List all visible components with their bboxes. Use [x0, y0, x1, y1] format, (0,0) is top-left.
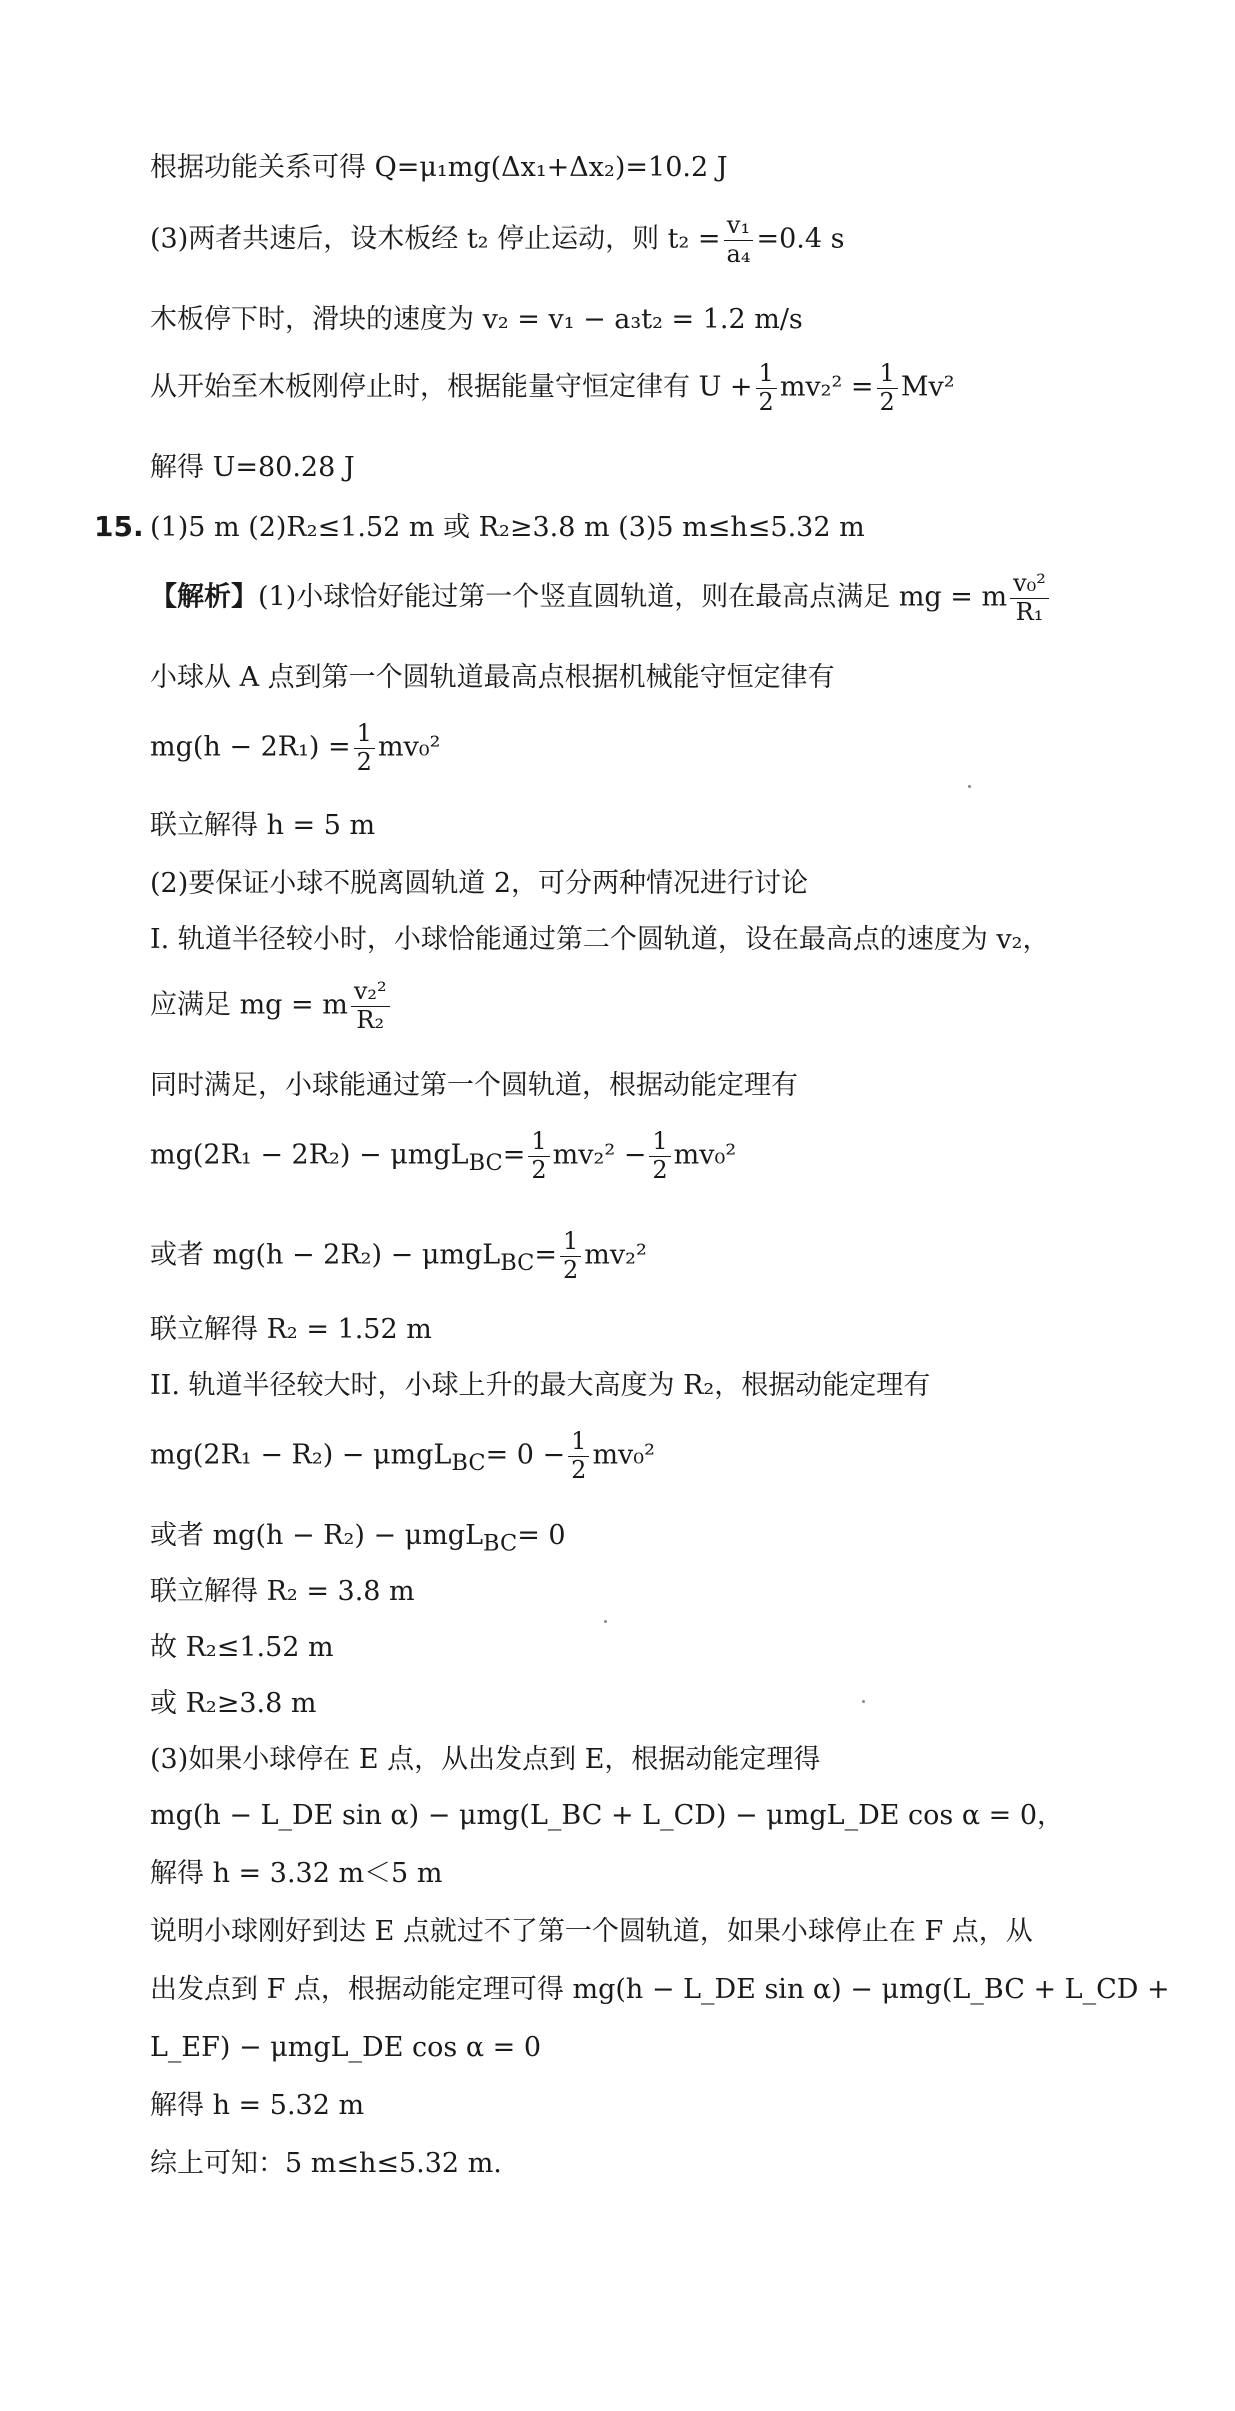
subscript: BC: [500, 1249, 535, 1276]
fraction: [568, 1428, 589, 1484]
text-segment: mv₂²: [584, 1239, 647, 1271]
fraction-numerator: v₀²: [1010, 570, 1049, 599]
text-segment: =0.4 s: [756, 223, 845, 255]
subscript: BC: [483, 1530, 518, 1557]
text-line-19: [150, 1518, 1175, 1559]
text-segment: =: [534, 1239, 557, 1271]
text-segment: mg(h − 2R₁) =: [150, 731, 351, 763]
text-line-16: 联立解得 R₂ = 1.52 m: [150, 1314, 432, 1345]
text-segment: = 0: [517, 1520, 566, 1551]
fraction: [528, 1128, 549, 1184]
text-segment: mv₂² −: [552, 1139, 647, 1171]
fraction-denominator: R₁: [1015, 597, 1044, 626]
text-segment: 或者 mg(h − 2R₂) − μmgL: [150, 1239, 501, 1271]
fraction-denominator: 2: [356, 747, 372, 776]
fraction-numerator: 1: [528, 1128, 549, 1157]
text-segment: Mv²: [900, 371, 955, 403]
text-line-27: 出发点到 F 点，根据动能定理可得 mg(h − L_DE sin α) − μmg(L_BC + L_CD +: [150, 1974, 1170, 2005]
text-line-18: [150, 1428, 1175, 1484]
text-line-26: 说明小球刚好到达 E 点就过不了第一个圆轨道，如果小球停止在 F 点，从: [150, 1916, 1033, 1947]
fraction-numerator: 1: [568, 1428, 589, 1457]
text-segment: (3)两者共速后，设木板经 t₂ 停止运动，则 t₂ =: [150, 223, 721, 255]
text-line-17: II. 轨道半径较大时，小球上升的最大高度为 R₂，根据动能定理有: [150, 1370, 931, 1401]
text-line-3: 木板停下时，滑块的速度为 v₂ = v₁ − a₃t₂ = 1.2 m/s: [150, 304, 803, 335]
text-line-11: I. 轨道半径较小时，小球恰能通过第二个圆轨道，设在最高点的速度为 v₂，: [150, 924, 1050, 955]
text-line-24: mg(h − L_DE sin α) − μmg(L_BC + L_CD) − μmgL_DE cos α = 0，: [150, 1800, 1065, 1831]
text-line-9: 联立解得 h = 5 m: [150, 810, 376, 841]
answer-summary: (1)5 m (2)R₂≤1.52 m 或 R₂≥3.8 m (3)5 m≤h≤5.32 m: [150, 512, 865, 543]
analysis-line: [150, 570, 1175, 626]
text-line-15: [150, 1228, 1175, 1284]
fraction-numerator: v₂²: [351, 978, 390, 1007]
subscript: BC: [468, 1149, 503, 1176]
text-segment: 应满足 mg = m: [150, 989, 348, 1021]
fraction-denominator: R₂: [356, 1005, 385, 1034]
fraction-numerator: 1: [354, 720, 375, 749]
text-line-21: 故 R₂≤1.52 m: [150, 1632, 334, 1663]
fraction: [649, 1128, 670, 1184]
fraction: [724, 212, 754, 268]
text-line-2: [150, 212, 1175, 268]
text-segment: mv₀²: [673, 1139, 737, 1171]
text-line-25: 解得 h = 3.32 m＜5 m: [150, 1858, 443, 1889]
text-line-7: 小球从 A 点到第一个圆轨道最高点根据机械能守恒定律有: [150, 662, 835, 693]
text-line-22: 或 R₂≥3.8 m: [150, 1688, 317, 1719]
fraction-denominator: 2: [531, 1155, 547, 1184]
text-segment: 或者 mg(h − R₂) − μmgL: [150, 1520, 484, 1551]
fraction-numerator: 1: [649, 1128, 670, 1157]
text-line-8: [150, 720, 1175, 776]
fraction: [756, 360, 777, 416]
text-segment: mv₂² =: [779, 371, 874, 403]
fraction-denominator: 2: [571, 1455, 587, 1484]
fraction-numerator: v₁: [724, 212, 753, 241]
fraction-denominator: 2: [652, 1155, 668, 1184]
text-line-30: 综上可知：5 m≤h≤5.32 m.: [150, 2148, 502, 2179]
fraction-denominator: 2: [879, 387, 895, 416]
fraction: [354, 720, 375, 776]
text-line-23: (3)如果小球停在 E 点，从出发点到 E，根据动能定理得: [150, 1744, 821, 1775]
text-segment: mg(2R₁ − R₂) − μmgL: [150, 1439, 452, 1471]
fraction-numerator: 1: [756, 360, 777, 389]
question-number: 15.: [94, 510, 144, 543]
text-segment: 从开始至木板刚停止时，根据能量守恒定律有 U +: [150, 371, 753, 403]
text-line-12: [150, 978, 1175, 1034]
text-segment: (1)小球恰好能过第一个竖直圆轨道，则在最高点满足 mg = m: [258, 581, 1008, 613]
fraction-denominator: 2: [563, 1255, 579, 1284]
text-line-1: 根据功能关系可得 Q=μ₁mg(Δx₁+Δx₂)=10.2 J: [150, 152, 728, 183]
text-segment: mv₀²: [377, 731, 441, 763]
subscript: BC: [451, 1449, 486, 1476]
fraction: [1010, 570, 1049, 626]
fraction: [560, 1228, 581, 1284]
text-segment: mg(2R₁ − 2R₂) − μmgL: [150, 1139, 469, 1171]
text-line-14: [150, 1128, 1175, 1184]
analysis-tag: 【解析】: [150, 581, 258, 613]
fraction-numerator: 1: [560, 1228, 581, 1257]
scan-speck: [968, 785, 971, 788]
fraction-numerator: 1: [877, 360, 898, 389]
text-line-4: [150, 360, 1175, 416]
text-segment: = 0 −: [485, 1439, 566, 1471]
scan-speck: [862, 1700, 865, 1703]
fraction-denominator: 2: [758, 387, 774, 416]
text-segment: mv₀²: [592, 1439, 655, 1471]
text-line-20: 联立解得 R₂ = 3.8 m: [150, 1576, 415, 1607]
text-segment: =: [502, 1139, 526, 1171]
text-line-29: 解得 h = 5.32 m: [150, 2090, 365, 2121]
scan-speck: [604, 1620, 607, 1623]
text-line-13: 同时满足，小球能通过第一个圆轨道，根据动能定理有: [150, 1070, 798, 1101]
text-line-5: 解得 U=80.28 J: [150, 452, 355, 483]
fraction: [877, 360, 898, 416]
text-line-28: L_EF) − μmgL_DE cos α = 0: [150, 2032, 542, 2063]
fraction: [351, 978, 390, 1034]
text-line-10: (2)要保证小球不脱离圆轨道 2，可分两种情况进行讨论: [150, 868, 809, 899]
fraction-denominator: a₄: [726, 239, 751, 268]
